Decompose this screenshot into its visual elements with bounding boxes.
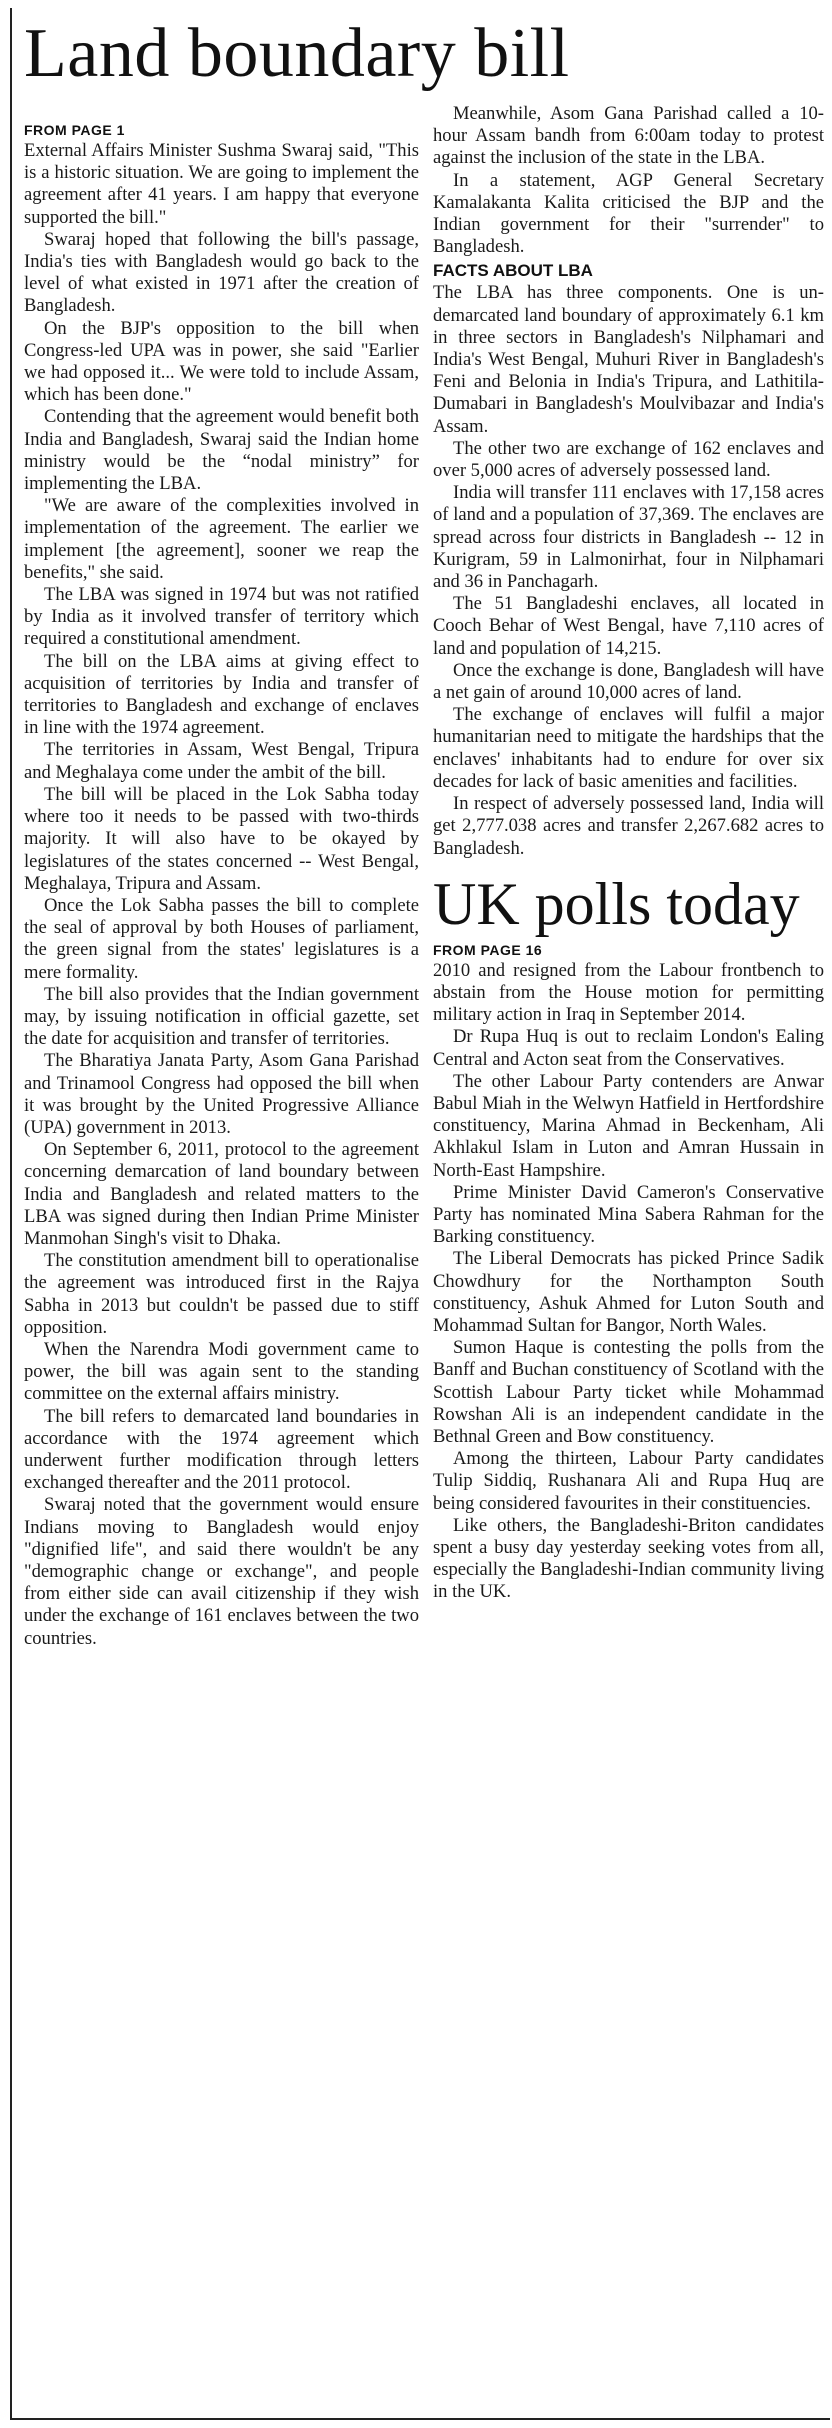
article-paragraph: The Bharatiya Janata Party, Asom Gana Parishad and Trinamool Congress had opposed the bill when it was brought by the United Progressive Alliance (UPA) government in 2013. [24, 1050, 419, 1138]
article-paragraph: The territories in Assam, West Bengal, Tripura and Meghalaya come under the ambit of the bill. [24, 739, 419, 783]
uk-polls-body [433, 960, 824, 1604]
land-boundary-headline: Land boundary bill [24, 15, 570, 92]
left-column [24, 122, 419, 1650]
article-paragraph: "We are aware of the complexities involved in implementation of the agreement. The earlier we implement [the agreement], sooner we reap the benefits," she said. [24, 495, 419, 583]
left-column-body [24, 140, 419, 1650]
article-paragraph: The other two are exchange of 162 enclaves and over 5,000 acres of adversely possessed land. [433, 437, 824, 482]
article-paragraph: On the BJP's opposition to the bill when Congress-led UPA was in power, she said "Earlier we had opposed it... We were told to include Assam, which has been done." [24, 317, 419, 406]
from-page-16-kicker: FROM PAGE 16 [433, 941, 543, 958]
article-paragraph: The Liberal Democrats has picked Prince Sadik Chowdhury for the Northampton South constituency, Ashuk Ahmed for Luton South and Mohammad Sultan for Bangor, North Wales. [433, 1248, 824, 1336]
article-paragraph: The bill on the LBA aims at giving effect to acquisition of territories by India and transfer of territories to Bangladesh and exchange of enclaves in line with the 1974 agreement. [24, 650, 419, 739]
uk-polls-headline: UK polls today [433, 870, 800, 937]
article-paragraph: The exchange of enclaves will fulfil a major humanitarian need to mitigate the hardships that the enclaves' inhabitants had to endure for over six decades for lack of basic amenities and facilities. [433, 704, 824, 792]
right-column-continued-body [433, 103, 824, 258]
article-paragraph: 2010 and resigned from the Labour frontbench to abstain from the House motion for permitting military action in Iraq in September 2014. [433, 959, 824, 1026]
article-paragraph: Sumon Haque is contesting the polls from the Banff and Buchan constituency of Scotland with the Scottish Labour Party ticket while Mohammad Rowshan Ali is an independent candidate in the Bethnal Green and Bow constituency. [433, 1337, 824, 1447]
article-paragraph: The bill also provides that the Indian government may, by issuing notification in official gazette, set the date for acquisition and transfer of territories. [24, 983, 419, 1050]
article-paragraph: The constitution amendment bill to operationalise the agreement was introduced first in the Rajya Sabha in 2013 but couldn't be passed due to stiff opposition. [24, 1250, 419, 1338]
article-paragraph: On September 6, 2011, protocol to the agreement concerning demarcation of land boundary between India and Bangladesh and related matters to the LBA was signed during then Indian Prime Minister Manmohan Singh's visit to Dhaka. [24, 1139, 419, 1249]
article-paragraph: The bill will be placed in the Lok Sabha today where too it needs to be passed with two-thirds majority. It will also have to be okayed by legislatures of the states concerned -- West Bengal, Meghalaya, Tripura and Assam. [24, 783, 419, 894]
article-paragraph: Swaraj hoped that following the bill's passage, India's ties with Bangladesh would go back to the level of what existed in 1971 after the creation of Bangladesh. [24, 228, 419, 317]
article-paragraph: When the Narendra Modi government came to power, the bill was again sent to the standing committee on the external affairs ministry. [24, 1338, 419, 1405]
facts-about-lba-heading: FACTS ABOUT LBA [433, 261, 593, 281]
facts-body [433, 282, 824, 859]
article-paragraph: The 51 Bangladeshi enclaves, all located in Cooch Behar of West Bengal, have 7,110 acres of land and population of 14,215. [433, 593, 824, 659]
article-paragraph: Once the exchange is done, Bangladesh will have a net gain of around 10,000 acres of land. [433, 659, 824, 704]
article-paragraph: India will transfer 111 enclaves with 17,158 acres of land and a population of 37,369. The enclaves are spread across four districts in Bangladesh -- 12 in Kurigram, 59 in Lalmonirhat, four in Nilphamari and 36 in Panchagarh. [433, 482, 824, 593]
article-paragraph: Among the thirteen, Labour Party candidates Tulip Siddiq, Rushanara Ali and Rupa Huq are being considered favourites in their constituencies. [433, 1448, 824, 1514]
right-column [433, 103, 824, 1604]
bottom-rule [10, 2418, 830, 2420]
article-paragraph: Like others, the Bangladeshi-Briton candidates spent a busy day yesterday seeking votes from all, especially the Bangladeshi-Indian community living in the UK. [433, 1514, 824, 1603]
article-paragraph: Swaraj noted that the government would ensure Indians moving to Bangladesh would enjoy "dignified life", and said there wouldn't be any "demographic change or exchange", and people from either side can avail citizenship if they wish under the exchange of 161 enclaves between the two countries. [24, 1494, 419, 1649]
article-paragraph: The other Labour Party contenders are Anwar Babul Miah in the Welwyn Hatfield in Hertfordshire constituency, Marina Ahmad in Beckenham, Ali Akhlakul Islam in Luton and Amran Hussain in North-East Hampshire. [433, 1070, 824, 1181]
article-paragraph: Once the Lok Sabha passes the bill to complete the seal of approval by both Houses of parliament, the green signal from the states' legislatures is a mere formality. [24, 894, 419, 983]
article-paragraph: Prime Minister David Cameron's Conservative Party has nominated Mina Sabera Rahman for the Barking constituency. [433, 1181, 824, 1248]
left-column-rule [10, 8, 12, 2420]
article-paragraph: Contending that the agreement would benefit both India and Bangladesh, Swaraj said the Indian home ministry would be the “nodal ministry” for implementing the LBA. [24, 406, 419, 495]
article-paragraph: External Affairs Minister Sushma Swaraj said, "This is a historic situation. We are going to implement the agreement after 41 years. I am happy that everyone supported the bill." [24, 140, 419, 228]
article-paragraph: Meanwhile, Asom Gana Parishad called a 10-hour Assam bandh from 6:00am today to protest against the inclusion of the state in the LBA. [433, 103, 824, 169]
article-paragraph: The bill refers to demarcated land boundaries in accordance with the 1974 agreement which underwent further modification through letters exchanged thereafter and the 2011 protocol. [24, 1405, 419, 1494]
article-paragraph: The LBA was signed in 1974 but was not ratified by India as it involved transfer of territory which required a constitutional amendment. [24, 584, 419, 650]
article-paragraph: Dr Rupa Huq is out to reclaim London's Ealing Central and Acton seat from the Conservatives. [433, 1026, 824, 1070]
article-paragraph: In a statement, AGP General Secretary Kamalakanta Kalita criticised the BJP and the Indian government for their "surrender" to Bangladesh. [433, 169, 824, 258]
article-paragraph: The LBA has three components. One is un-demarcated land boundary of approximately 6.1 km in three sectors in Bangladesh's Nilphamari and India's West Bengal, Muhuri River in Bangladesh's Feni and Belonia in India's Tripura, and Lathitila-Dumabari in Bangladesh's Moulvibazar and India's Assam. [433, 282, 824, 437]
article-paragraph: In respect of adversely possessed land, India will get 2,777.038 acres and transfer 2,267.682 acres to Bangladesh. [433, 793, 824, 859]
from-page-1-kicker: FROM PAGE 1 [24, 122, 125, 138]
